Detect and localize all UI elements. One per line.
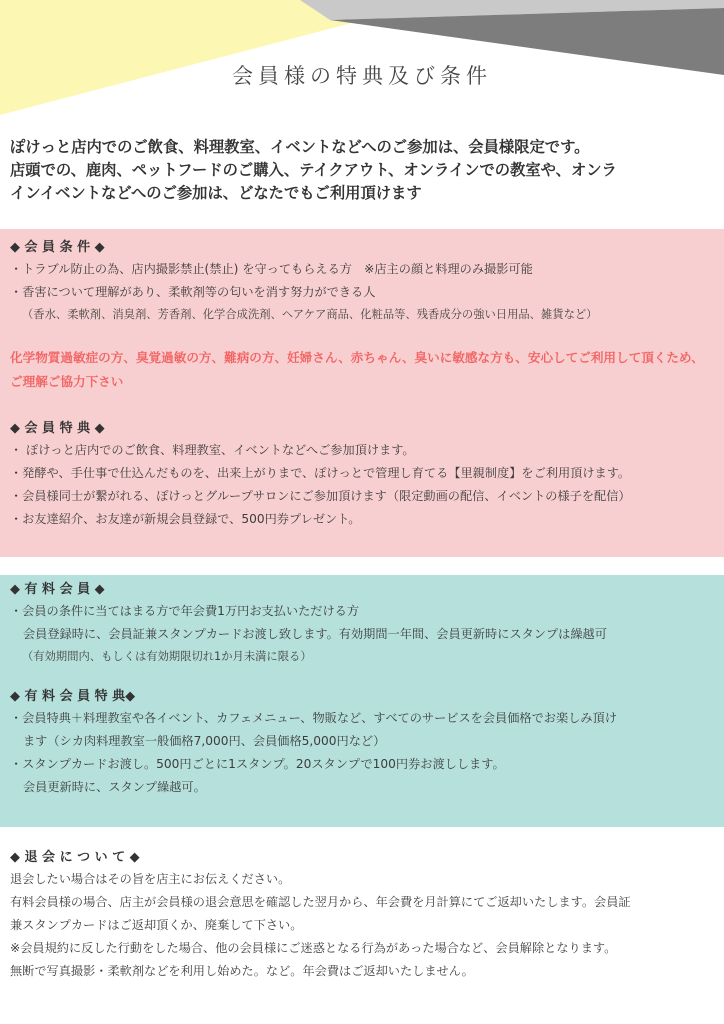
intro-line: インイベントなどへのご参加は、どなたでもご利用頂けます [10, 184, 422, 202]
benefit-item: ・ ぽけっと店内でのご飲食、料理教室、イベントなどへご参加頂けます。 [10, 443, 415, 457]
withdrawal-line: 有料会員様の場合、店主が会員様の退会意思を確認した翌月から、年会費を月計算にてご返却いたします。会員証 [10, 895, 631, 909]
benefit-item: ・発酵や、手仕事で仕込んだものを、出来上がりまで、ぽけっとで管理し育てる【里親制度】をご利用頂けます。 [10, 466, 631, 480]
paid-benefits-heading: ◆ 有 料 会 員 特 典◆ [10, 689, 136, 704]
withdrawal-line: 無断で写真撮影・柔軟剤などを利用し始めた。など。年会費はご返却いたしません。 [10, 964, 474, 978]
paid-note: （有効期間内、もしくは有効期限切れ1か月未満に限る） [22, 650, 312, 663]
withdrawal-section [0, 845, 724, 1015]
conditions-heading: ◆ 会 員 条 件 ◆ [10, 240, 105, 255]
paid-line: 会員登録時に、会員証兼スタンプカードお渡し致します。有効期間一年間、会員更新時にスタンプは繰越可 [23, 627, 607, 641]
paid-benefit-line: ・会員特典＋料理教室や各イベント、カフェメニュー、物販など、すべてのサービスを会員価格でお楽しみ頂け [10, 711, 617, 725]
page-title: 会員様の特典及び条件 [232, 64, 492, 88]
condition-item: ・トラブル防止の為、店内撮影禁止(禁止) を守ってもらえる方 ※店主の顔と料理のみ撮影可能 [10, 262, 533, 276]
withdrawal-line: 退会したい場合はその旨を店主にお伝えください。 [10, 872, 291, 886]
benefit-item: ・会員様同士が繋がれる、ぽけっとグループサロンにご参加頂けます（限定動画の配信、イベントの様子を配信） [10, 489, 631, 503]
warning-text: 化学物質過敏症の方、臭覚過敏の方、難病の方、妊婦さん、赤ちゃん、臭いに敏感な方も、安心してご利用して頂くため、ご理解ご協力下さい [10, 350, 704, 389]
paid-line: ・会員の条件に当てはまる方で年会費1万円お支払いただける方 [10, 604, 360, 618]
intro-line: 店頭での、鹿肉、ペットフードのご購入、テイクアウト、オンラインでの教室や、オンラ [10, 161, 617, 179]
intro-line: ぽけっと店内でのご飲食、料理教室、イベントなどへのご参加は、会員様限定です。 [10, 138, 590, 156]
condition-note: （香水、柔軟剤、消臭剤、芳香剤、化学合成洗剤、ヘアケア商品、化粧品等、残香成分の強い日用品、雑貨など） [22, 308, 598, 321]
paid-heading: ◆ 有 料 会 員 ◆ [10, 582, 105, 597]
member-conditions-panel [0, 229, 724, 557]
intro-text [10, 136, 716, 205]
paid-member-panel [0, 575, 724, 827]
paid-benefit-line: 会員更新時に、スタンプ繰越可。 [23, 780, 206, 794]
benefits-heading: ◆ 会 員 特 典 ◆ [10, 421, 105, 436]
withdrawal-line: 兼スタンプカードはご返却頂くか、廃棄して下さい。 [10, 918, 303, 932]
paid-benefit-line: ます（シカ肉料理教室一般価格7,000円、会員価格5,000円など） [23, 734, 386, 748]
withdrawal-line: ※会員規約に反した行動をした場合、他の会員様にご迷惑となる行為があった場合など、会員解除となります。 [10, 941, 617, 955]
paid-benefit-line: ・スタンプカードお渡し。500円ごとに1スタンプ。20スタンプで100円券お渡しします。 [10, 757, 505, 771]
benefit-item: ・お友達紹介、お友達が新規会員登録で、500円券プレゼント。 [10, 512, 361, 526]
withdrawal-heading: ◆ 退 会 に つ い て ◆ [10, 850, 140, 865]
condition-item: ・香害について理解があり、柔軟剤等の匂いを消す努力ができる人 [10, 285, 376, 299]
